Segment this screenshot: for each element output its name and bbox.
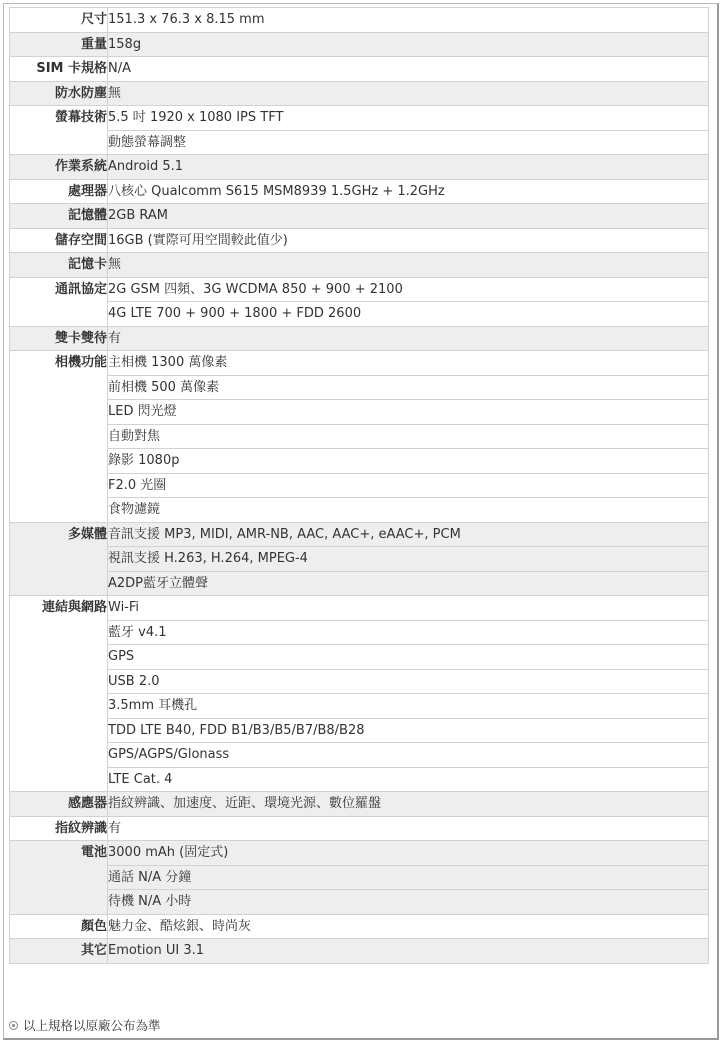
spec-value: 2GB RAM	[108, 204, 709, 229]
spec-row	[10, 645, 709, 670]
spec-value: 指紋辨識、加速度、近距、環境光源、數位羅盤	[108, 792, 709, 817]
spec-row	[10, 767, 709, 792]
spec-value: A2DP藍牙立體聲	[108, 571, 709, 596]
spec-value: 16GB (實際可用空間較此值少)	[108, 228, 709, 253]
spec-value: LTE Cat. 4	[108, 767, 709, 792]
spec-row	[10, 865, 709, 890]
spec-value: 食物濾鏡	[108, 498, 709, 523]
spec-value: 無	[108, 81, 709, 106]
spec-label: 顏色	[10, 914, 108, 939]
spec-label: 相機功能	[10, 351, 108, 523]
spec-row	[10, 816, 709, 841]
spec-label: 防水防塵	[10, 81, 108, 106]
spec-label: 指紋辨識	[10, 816, 108, 841]
spec-row	[10, 277, 709, 302]
spec-row	[10, 743, 709, 768]
spec-row	[10, 792, 709, 817]
spec-row	[10, 81, 709, 106]
spec-value: 通話 N/A 分鐘	[108, 865, 709, 890]
spec-label: SIM 卡規格	[10, 57, 108, 82]
spec-label: 重量	[10, 32, 108, 57]
spec-value: 主相機 1300 萬像素	[108, 351, 709, 376]
spec-label: 儲存空間	[10, 228, 108, 253]
spec-value: 視訊支援 H.263, H.264, MPEG-4	[108, 547, 709, 572]
spec-value: 158g	[108, 32, 709, 57]
spec-label: 螢幕技術	[10, 106, 108, 155]
spec-label: 感應器	[10, 792, 108, 817]
spec-row	[10, 620, 709, 645]
spec-row	[10, 522, 709, 547]
spec-value: 3.5mm 耳機孔	[108, 694, 709, 719]
spec-value: GPS	[108, 645, 709, 670]
spec-value: Wi-Fi	[108, 596, 709, 621]
spec-label: 尺寸	[10, 8, 108, 33]
spec-row	[10, 841, 709, 866]
spec-value: 前相機 500 萬像素	[108, 375, 709, 400]
spec-label: 記憶卡	[10, 253, 108, 278]
spec-value: 3000 mAh (固定式)	[108, 841, 709, 866]
spec-label: 連結與網路	[10, 596, 108, 792]
spec-value: 有	[108, 816, 709, 841]
spec-value: 5.5 吋 1920 x 1080 IPS TFT	[108, 106, 709, 131]
bullet-icon	[9, 1021, 18, 1030]
spec-value: 八核心 Qualcomm S615 MSM8939 1.5GHz + 1.2GHz	[108, 179, 709, 204]
spec-table	[9, 7, 709, 964]
spec-row	[10, 890, 709, 915]
footnote	[9, 1016, 161, 1034]
spec-row	[10, 57, 709, 82]
spec-value: LED 閃光燈	[108, 400, 709, 425]
spec-label: 通訊協定	[10, 277, 108, 326]
spec-row	[10, 424, 709, 449]
spec-value: F2.0 光圈	[108, 473, 709, 498]
spec-value: Android 5.1	[108, 155, 709, 180]
spec-row	[10, 669, 709, 694]
spec-value: 無	[108, 253, 709, 278]
spec-row	[10, 596, 709, 621]
spec-value: GPS/AGPS/Glonass	[108, 743, 709, 768]
spec-value: 錄影 1080p	[108, 449, 709, 474]
spec-label: 處理器	[10, 179, 108, 204]
spec-row	[10, 351, 709, 376]
spec-row	[10, 449, 709, 474]
spec-value: 魅力金、酷炫銀、時尚灰	[108, 914, 709, 939]
spec-value: 動態螢幕調整	[108, 130, 709, 155]
spec-row	[10, 32, 709, 57]
spec-label: 雙卡雙待	[10, 326, 108, 351]
spec-value: N/A	[108, 57, 709, 82]
spec-value: 有	[108, 326, 709, 351]
spec-label: 作業系統	[10, 155, 108, 180]
spec-row	[10, 302, 709, 327]
spec-row	[10, 375, 709, 400]
spec-table-body	[10, 8, 709, 964]
spec-row	[10, 547, 709, 572]
spec-row	[10, 718, 709, 743]
spec-value: Emotion UI 3.1	[108, 939, 709, 964]
spec-label: 電池	[10, 841, 108, 915]
spec-value: 音訊支援 MP3, MIDI, AMR-NB, AAC, AAC+, eAAC+, PCM	[108, 522, 709, 547]
spec-row	[10, 694, 709, 719]
spec-row	[10, 498, 709, 523]
spec-value: 151.3 x 76.3 x 8.15 mm	[108, 8, 709, 33]
spec-row	[10, 155, 709, 180]
footnote-text: 以上規格以原廠公布為準	[23, 1018, 161, 1033]
spec-row	[10, 204, 709, 229]
spec-value: 2G GSM 四頻、3G WCDMA 850 + 900 + 2100	[108, 277, 709, 302]
spec-row	[10, 939, 709, 964]
spec-value: USB 2.0	[108, 669, 709, 694]
spec-value: 藍牙 v4.1	[108, 620, 709, 645]
spec-label: 多媒體	[10, 522, 108, 596]
spec-row	[10, 179, 709, 204]
spec-row	[10, 326, 709, 351]
spec-row	[10, 400, 709, 425]
spec-row	[10, 253, 709, 278]
spec-row	[10, 228, 709, 253]
spec-label: 其它	[10, 939, 108, 964]
spec-value: 待機 N/A 小時	[108, 890, 709, 915]
spec-label: 記憶體	[10, 204, 108, 229]
spec-row	[10, 106, 709, 131]
spec-row	[10, 130, 709, 155]
spec-row	[10, 473, 709, 498]
spec-row	[10, 8, 709, 33]
spec-value: 4G LTE 700 + 900 + 1800 + FDD 2600	[108, 302, 709, 327]
spec-value: 自動對焦	[108, 424, 709, 449]
spec-value: TDD LTE B40, FDD B1/B3/B5/B7/B8/B28	[108, 718, 709, 743]
spec-row	[10, 571, 709, 596]
spec-row	[10, 914, 709, 939]
